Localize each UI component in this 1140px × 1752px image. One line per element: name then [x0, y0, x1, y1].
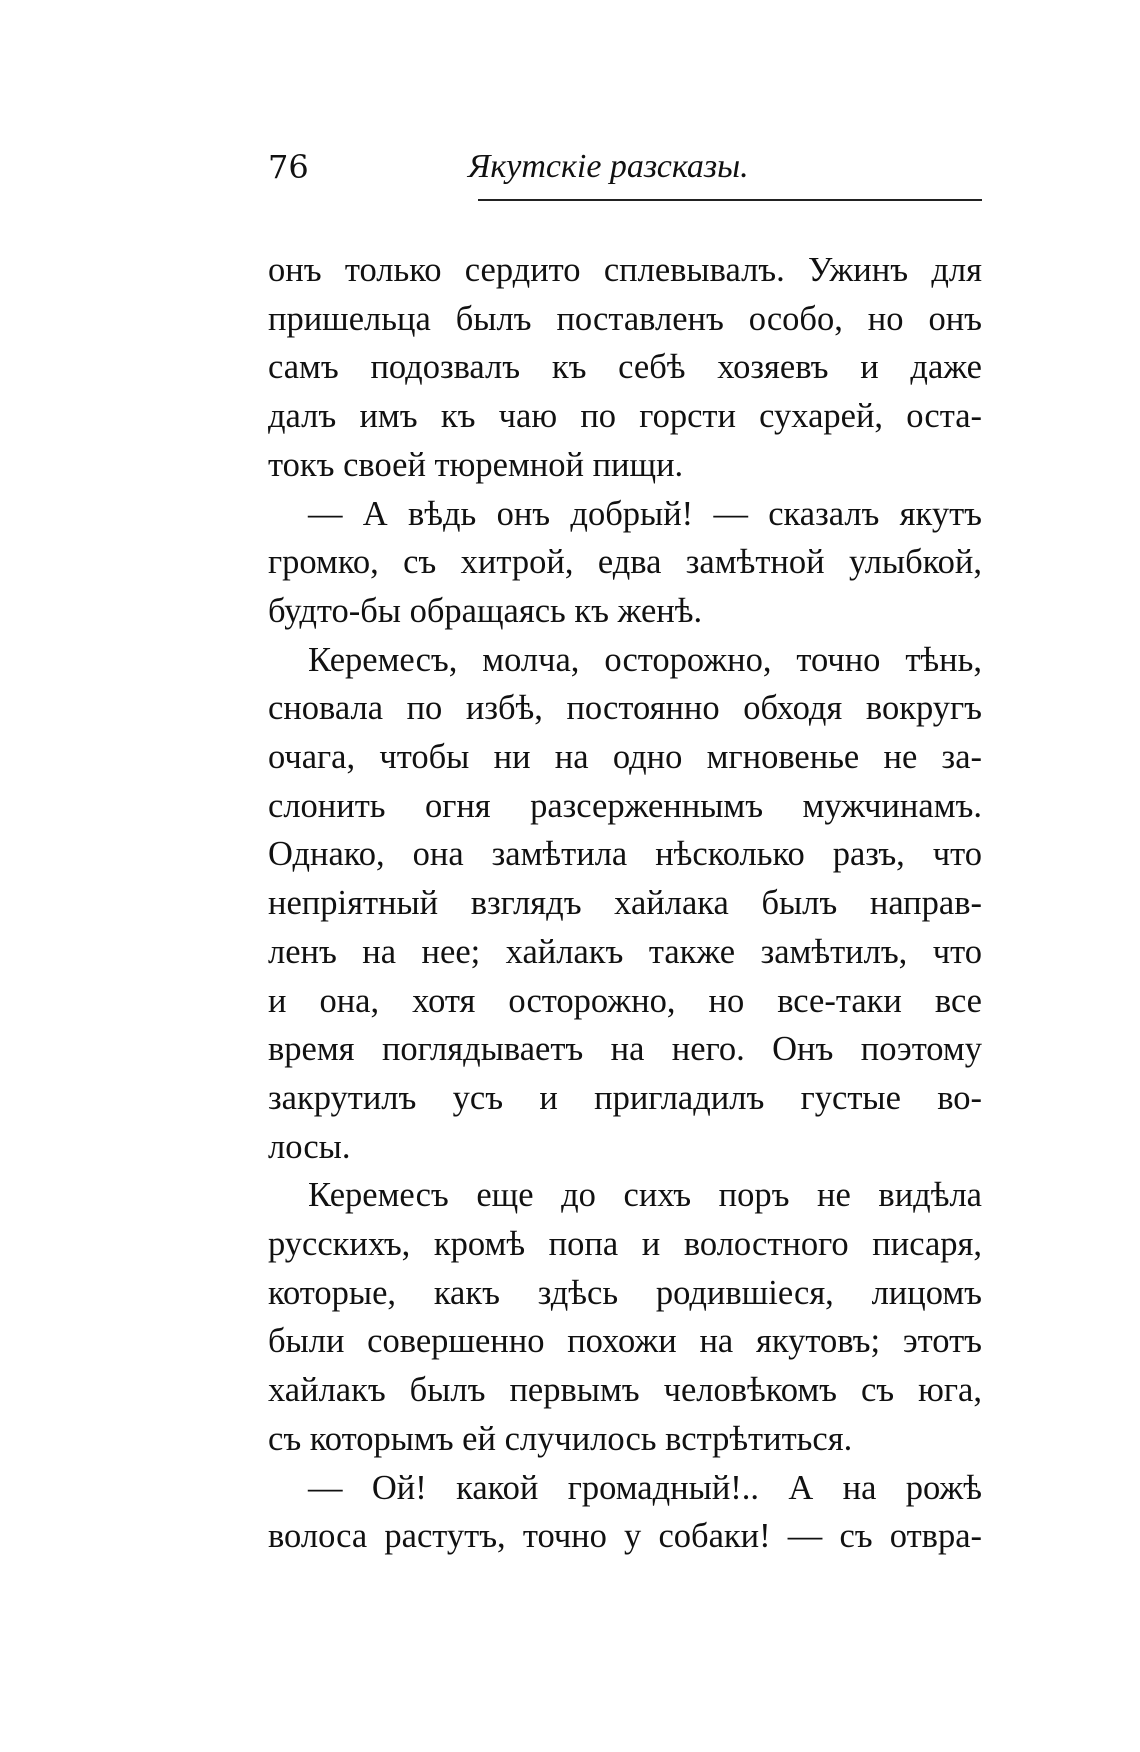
text-line: Керемесъ еще до сихъ поръ не видѣла	[308, 1176, 982, 1215]
text-line: лосы.	[268, 1127, 351, 1166]
text-line: очага, чтобы ни на одно мгновенье не за-	[268, 738, 982, 777]
text-line: волоса растутъ, точно у собаки! — съ отвра-	[268, 1517, 982, 1556]
text-line: сновала по избѣ, постоянно обходя вокругъ	[268, 689, 982, 728]
text-line: хайлакъ былъ первымъ человѣкомъ съ юга,	[268, 1371, 982, 1410]
text-line: токъ своей тюремной пищи.	[268, 445, 684, 484]
text-line: — А вѣдь онъ добрый! — сказалъ якутъ	[308, 494, 982, 533]
text-line: ленъ на нее; хайлакъ также замѣтилъ, что	[268, 932, 982, 971]
text-line: Керемесъ, молча, осторожно, точно тѣнь,	[308, 640, 982, 679]
text-line: Однако, она замѣтила нѣсколько разъ, что	[268, 835, 982, 874]
text-line: будто-бы обращаясь къ женѣ.	[268, 591, 703, 630]
text-line: и она, хотя осторожно, но все-таки все	[268, 981, 982, 1020]
text-line: были совершенно похожи на якутовъ; этотъ	[268, 1322, 982, 1361]
text-line: непріятный взглядъ хайлака былъ направ-	[268, 884, 982, 923]
text-line: — Ой! какой громадный!.. А на рожѣ	[308, 1468, 982, 1507]
body-text	[268, 246, 982, 1561]
header-rule	[478, 199, 982, 201]
page-number: 76	[268, 148, 309, 186]
text-line: далъ имъ къ чаю по горсти сухарей, оста-	[268, 397, 982, 436]
page-header	[268, 148, 982, 200]
text-line: съ которымъ ей случилось встрѣтиться.	[268, 1419, 853, 1458]
text-line: громко, съ хитрой, едва замѣтной улыбкой,	[268, 543, 982, 582]
text-line: закрутилъ усъ и пригладилъ густые во-	[268, 1078, 982, 1117]
text-line: самъ подозвалъ къ себѣ хозяевъ и даже	[268, 348, 982, 387]
text-line: пришельца былъ поставленъ особо, но онъ	[268, 299, 982, 338]
text-line: время поглядываетъ на него. Онъ поэтому	[268, 1030, 982, 1069]
text-line: онъ только сердито сплевывалъ. Ужинъ для	[268, 251, 982, 289]
text-line: русскихъ, кромѣ попа и волостного писаря,	[268, 1225, 982, 1264]
text-line: которые, какъ здѣсь родившіеся, лицомъ	[268, 1273, 982, 1312]
running-title: Якутскіе разсказы.	[468, 148, 749, 185]
text-line: слонить огня разсерженнымъ мужчинамъ.	[268, 786, 982, 825]
